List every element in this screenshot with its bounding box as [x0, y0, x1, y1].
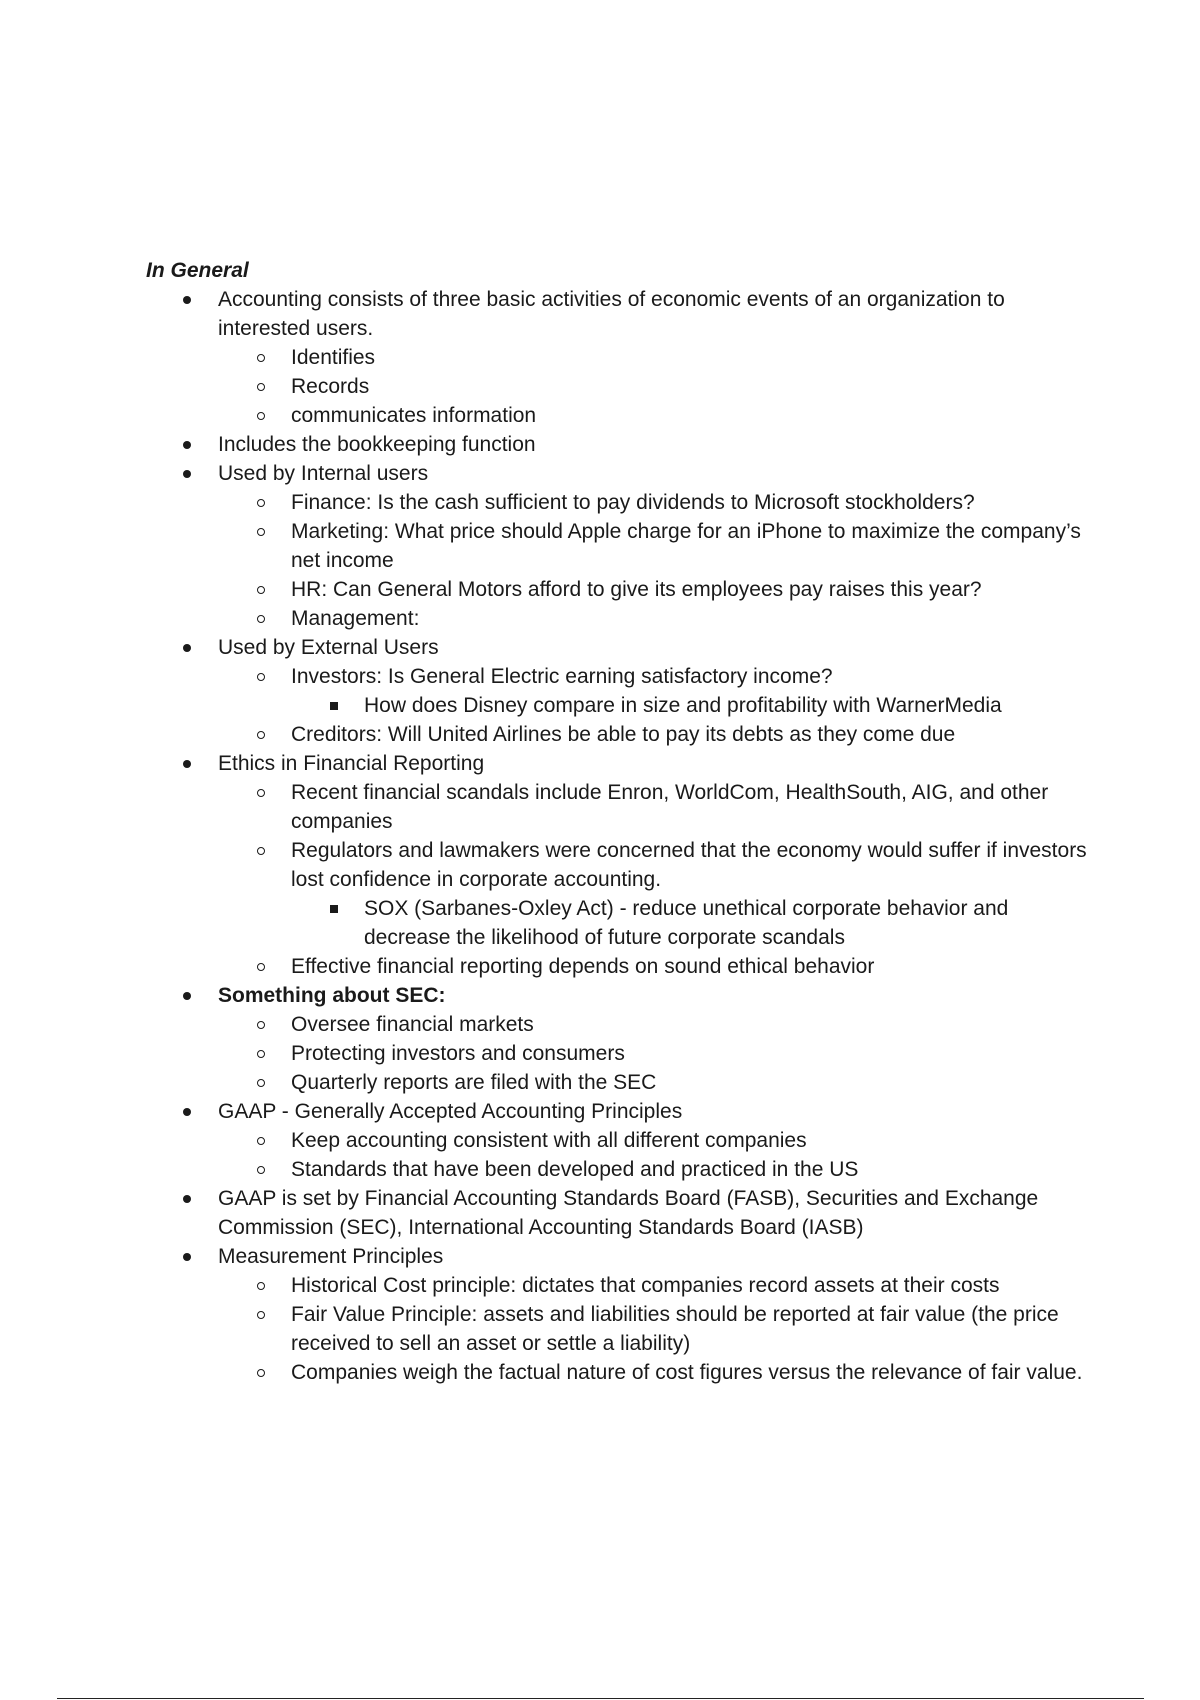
list-item-level-2 [0, 1068, 1101, 1097]
bullet-dot-icon [183, 992, 191, 1000]
list-item-level-3 [0, 691, 1064, 720]
list-item-text: Quarterly reports are filed with the SEC [291, 1071, 657, 1094]
bullet-square-icon [330, 905, 338, 913]
bullet-circle-icon [257, 1282, 265, 1290]
list-item-level-2 [0, 1039, 1101, 1068]
list-item-level-2 [0, 1300, 1101, 1358]
bullet-circle-icon [257, 963, 265, 971]
list-item-level-2 [0, 720, 1101, 749]
list-item-text: HR: Can General Motors afford to give its employees pay raises this year? [291, 578, 982, 601]
bullet-circle-icon [257, 1166, 265, 1174]
list-item-text: Accounting consists of three basic activities of economic events of an organization to interested users. [218, 288, 1005, 340]
list-item-text: Used by Internal users [218, 462, 429, 485]
list-item-level-2 [0, 517, 1101, 575]
list-item-text: Something about SEC: [218, 984, 446, 1007]
bullet-circle-icon [257, 383, 265, 391]
bullet-circle-icon [257, 1137, 265, 1145]
list-item-text: Measurement Principles [218, 1245, 444, 1268]
list-item-text: How does Disney compare in size and profitability with WarnerMedia [364, 694, 1002, 717]
list-item-level-2 [0, 1271, 1101, 1300]
document-body [0, 256, 1200, 1387]
list-item-text: Used by External Users [218, 636, 439, 659]
bullet-dot-icon [183, 760, 191, 768]
list-item-text: SOX (Sarbanes-Oxley Act) - reduce unethical corporate behavior and decrease the likelihood of future corporate scandals [364, 897, 1009, 949]
bullet-circle-icon [257, 673, 265, 681]
list-item-level-2 [0, 604, 1101, 633]
bullet-circle-icon [257, 1079, 265, 1087]
list-item-text: Regulators and lawmakers were concerned that the economy would suffer if investors lost confidence in corporate accounting. [291, 839, 1087, 891]
section-heading: In General [146, 259, 249, 282]
list-item-level-2 [0, 401, 1101, 430]
list-item-text: Standards that have been developed and practiced in the US [291, 1158, 859, 1181]
bullet-dot-icon [183, 644, 191, 652]
list-item-level-2 [0, 343, 1101, 372]
list-item-level-2 [0, 575, 1101, 604]
list-item-level-2 [0, 662, 1101, 691]
list-item-level-1 [0, 459, 1098, 488]
bullet-dot-icon [183, 296, 191, 304]
list-item-text: Companies weigh the factual nature of cost figures versus the relevance of fair value. [291, 1361, 1083, 1384]
list-item-text: Management: [291, 607, 420, 630]
list-item-text: Creditors: Will United Airlines be able to pay its debts as they come due [291, 723, 956, 746]
list-item-text: GAAP - Generally Accepted Accounting Principles [218, 1100, 683, 1123]
bullet-circle-icon [257, 1050, 265, 1058]
bullet-circle-icon [257, 847, 265, 855]
list-item-text: Finance: Is the cash sufficient to pay dividends to Microsoft stockholders? [291, 491, 975, 514]
list-item-level-3 [0, 894, 1064, 952]
bullet-square-icon [330, 702, 338, 710]
list-item-text: Identifies [291, 346, 376, 369]
bullet-circle-icon [257, 528, 265, 536]
list-item-level-1 [0, 1184, 1098, 1242]
bullet-dot-icon [183, 470, 191, 478]
list-item-text: Marketing: What price should Apple charge for an iPhone to maximize the company’s net income [291, 520, 1081, 572]
list-item-text: Effective financial reporting depends on sound ethical behavior [291, 955, 875, 978]
list-item-text: GAAP is set by Financial Accounting Standards Board (FASB), Securities and Exchange Commission (SEC), International Accounting Standards Board (IASB) [218, 1187, 1039, 1239]
bullet-circle-icon [257, 586, 265, 594]
list-item-text: Recent financial scandals include Enron, WorldCom, HealthSouth, AIG, and other companies [291, 781, 1049, 833]
list-item-level-1 [0, 1242, 1098, 1271]
list-item-level-2 [0, 836, 1101, 894]
list-item-text: Fair Value Principle: assets and liabilities should be reported at fair value (the price received to sell an asset or settle a liability) [291, 1303, 1059, 1355]
list-item-level-2 [0, 488, 1101, 517]
list-item-level-2 [0, 952, 1101, 981]
bullet-circle-icon [257, 731, 265, 739]
list-item-level-1 [0, 1097, 1098, 1126]
bullet-circle-icon [257, 1369, 265, 1377]
bullet-circle-icon [257, 1021, 265, 1029]
list-item-text: Investors: Is General Electric earning satisfactory income? [291, 665, 833, 688]
list-item-level-2 [0, 1155, 1101, 1184]
list-item-level-2 [0, 372, 1101, 401]
list-item-level-1 [0, 285, 1098, 343]
list-item-level-1 [0, 749, 1098, 778]
bullet-dot-icon [183, 1108, 191, 1116]
list-item-level-2 [0, 1358, 1101, 1387]
bullet-dot-icon [183, 1253, 191, 1261]
bullet-circle-icon [257, 354, 265, 362]
list-item-level-2 [0, 1010, 1101, 1039]
bullet-circle-icon [257, 412, 265, 420]
bullet-dot-icon [183, 441, 191, 449]
list-item-level-1 [0, 430, 1098, 459]
bullet-circle-icon [257, 1311, 265, 1319]
list-item-text: Keep accounting consistent with all different companies [291, 1129, 807, 1152]
list-item-text: communicates information [291, 404, 537, 427]
bullet-dot-icon [183, 1195, 191, 1203]
bullet-circle-icon [257, 499, 265, 507]
list-item-level-2 [0, 778, 1101, 836]
list-item-level-1 [0, 633, 1098, 662]
bullet-circle-icon [257, 789, 265, 797]
list-item-text: Includes the bookkeeping function [218, 433, 536, 456]
list-item-level-1 [0, 981, 1098, 1010]
list-item-text: Protecting investors and consumers [291, 1042, 625, 1065]
outline-list [0, 285, 1200, 1387]
bullet-circle-icon [257, 615, 265, 623]
list-item-text: Records [291, 375, 370, 398]
list-item-text: Oversee financial markets [291, 1013, 534, 1036]
list-item-level-2 [0, 1126, 1101, 1155]
footer-divider [57, 1698, 1144, 1699]
list-item-text: Historical Cost principle: dictates that companies record assets at their costs [291, 1274, 1000, 1297]
list-item-text: Ethics in Financial Reporting [218, 752, 485, 775]
